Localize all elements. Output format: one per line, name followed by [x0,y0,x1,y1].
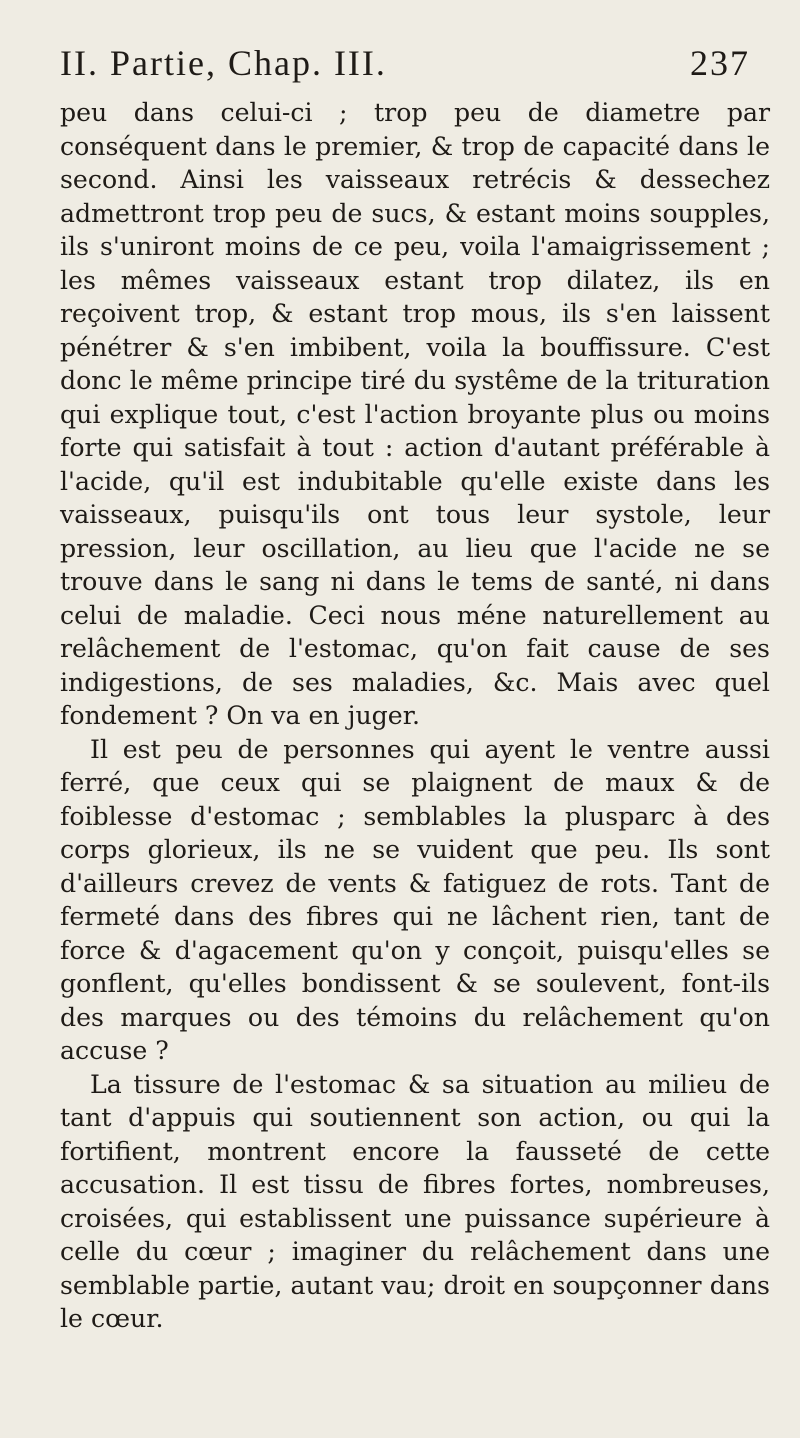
page-header [60,42,770,96]
page-number: 237 [690,43,750,83]
paragraph: La tissure de l'estomac & sa situation au milieu de tant d'appuis qui soutiennent son action, ou qui la fortifient, montrent encore la fausseté de cette accusation. Il est tissu de fibres fortes, nombreuses, croisées, qui establissent une puissance supérieure à celle du cœur ; imaginer du relâchement dans une semblable partie, autant vau; droit en soupçonner dans le cœur. [60,1069,770,1333]
paragraph: peu dans celui-ci ; trop peu de diametre par conséquent dans le premier, & trop de capacité dans le second. Ainsi les vaisseaux retrécis & dessechez admettront trop peu de sucs, & estant moins soupples, ils s'uniront moins de ce peu, voila l'amaigrissement ; les mêmes vaisseaux estant trop dilatez, ils en reçoivent trop, & estant trop mous, ils s'en laissent pénétrer & s'en imbibent, voila la bouffissure. C'est donc le même principe tiré du systême de la trituration qui explique tout, c'est l'action broyante plus ou moins forte qui satisfait à tout : action d'autant préférable à l'acide, qu'il est indubitable qu'elle existe dans les vaisseaux, puisqu'ils ont tous leur systole, leur pression, leur oscillation, au lieu que l'acide ne se trouve dans le sang ni dans le tems de santé, ni dans celui de maladie. Ceci nous méne naturellement au relâchement de l'estomac, qu'on fait cause de ses indigestions, de ses maladies, &c. Mais avec quel fondement ? On va en juger. [60,98,770,730]
paragraph: Il est peu de personnes qui ayent le ventre aussi ferré, que ceux qui se plaignent de maux & de foiblesse d'estomac ; semblables la plusparc à des corps glorieux, ils ne se vuident que peu. Ils sont d'ailleurs crevez de vents & fatiguez de rots. Tant de fermeté dans des fibres qui ne lâchent rien, tant de force & d'agacement qu'on y conçoit, puisqu'elles se gonflent, qu'elles bondissent & se soulevent, font-ils des marques ou des témoins du relâchement qu'on accuse ? [60,734,770,1065]
body-text [60,96,770,1336]
running-head: II. Partie, Chap. III. [60,43,387,83]
